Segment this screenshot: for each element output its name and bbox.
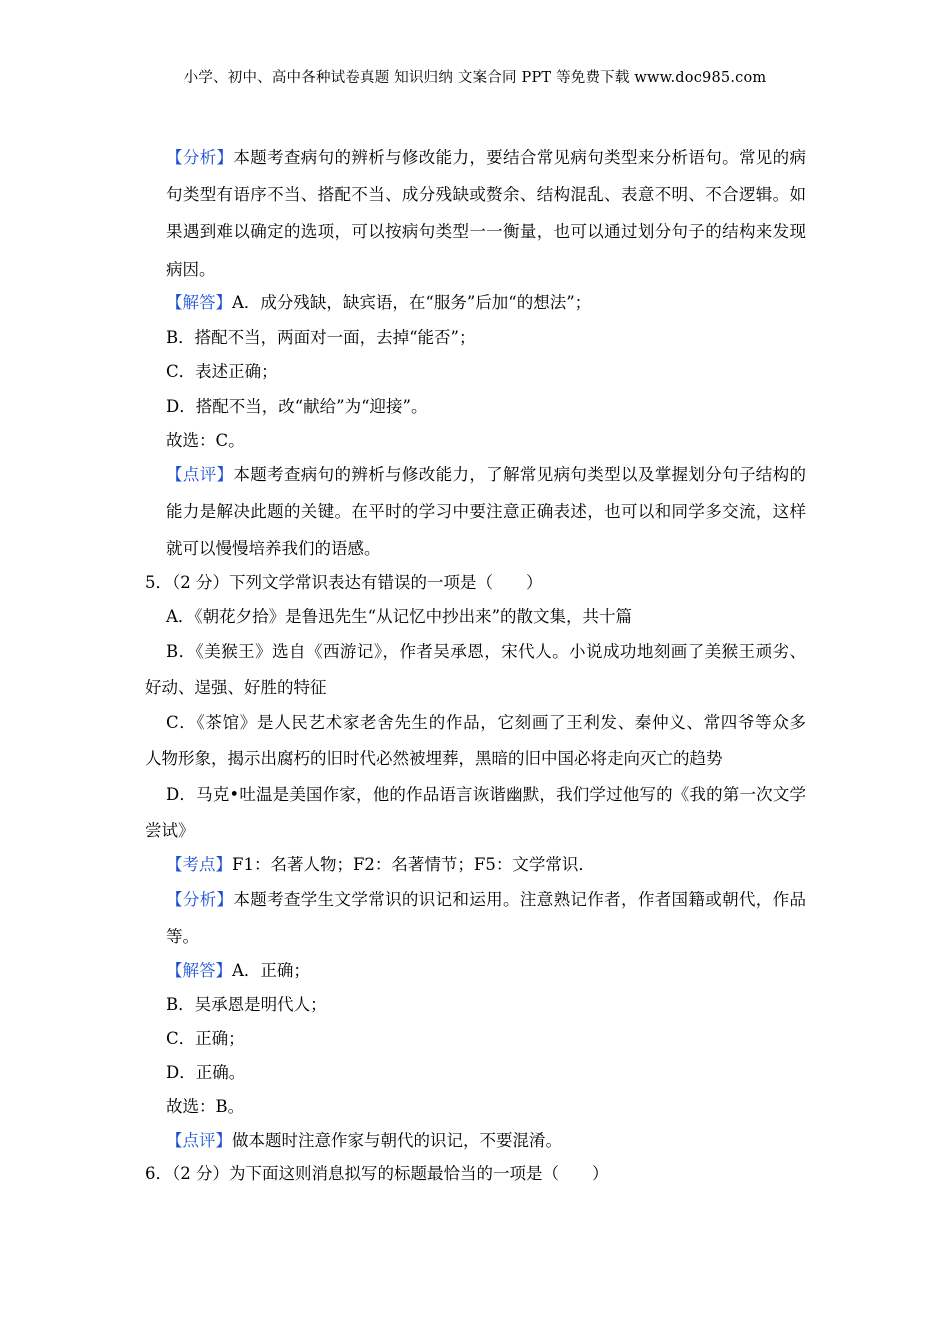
q5-option-a: A．《朝花夕拾》是鲁迅先生“从记忆中抄出来”的散文集，共十篇	[166, 607, 633, 626]
analysis-line-3: 果遇到难以确定的选项，可以按病句类型一一衡量，也可以通过划分句子的结构来发现	[166, 222, 806, 241]
q5-point: 【考点】F1：名著人物；F2：名著情节；F5：文学常识．	[166, 855, 595, 874]
answer-line-4: D．搭配不当，改“献给”为“迎接”。	[166, 397, 428, 416]
q5-answer-line-2: B．吴承恩是明代人；	[166, 995, 327, 1014]
q5-comment: 【点评】做本题时注意作家与朝代的识记，不要混淆。	[166, 1131, 562, 1150]
comment-line-2: 能力是解决此题的关键。在平时的学习中要注意正确表述，也可以和同学多交流，这样	[166, 502, 806, 521]
answer-line-5: 故选：C。	[166, 431, 245, 450]
comment-tag: 【点评】	[166, 1131, 232, 1150]
q5-analysis-line-1: 【分析】本题考查学生文学常识的识记和运用。注意熟记作者，作者国籍或朝代，作品	[166, 890, 807, 909]
q5-analysis-line-2: 等。	[166, 927, 199, 946]
analysis-tag: 【分析】	[166, 148, 234, 167]
answer-line-3: C．表述正确；	[166, 362, 278, 381]
point-tag: 【考点】	[166, 855, 232, 874]
q5-answer-line-4: D．正确。	[166, 1063, 246, 1082]
page-header: 小学、初中、高中各种试卷真题 知识归纳 文案合同 PPT 等免费下载 www.doc985.com	[183, 70, 767, 86]
analysis-tag: 【分析】	[166, 890, 234, 909]
q5-option-c-line-1: C．《茶馆》是人民艺术家老舍先生的作品，它刻画了王利发、秦仲义、常四爷等众多	[166, 713, 806, 732]
q5-option-b-line-1: B．《美猴王》选自《西游记》，作者吴承恩，宋代人。小说成功地刻画了美猴王顽劣、	[166, 642, 806, 661]
question-5-stem: 5．（2 分）下列文学常识表达有错误的一项是（ ）	[145, 573, 543, 592]
question-6-stem: 6．（2 分）为下面这则消息拟写的标题最恰当的一项是（ ）	[145, 1164, 609, 1183]
q5-answer-line-3: C．正确；	[166, 1029, 245, 1048]
analysis-line-1: 【分析】本题考查病句的辨析与修改能力，要结合常见病句类型来分析语句。常见的病	[166, 148, 807, 167]
answer-line-1: 【解答】A．成分残缺，缺宾语，在“服务”后加“的想法”；	[166, 293, 592, 312]
analysis-line-4: 病因。	[166, 260, 216, 279]
comment-line-3: 就可以慢慢培养我们的语感。	[166, 539, 381, 558]
q5-option-d-line-2: 尝试》	[145, 821, 195, 840]
q5-answer-line-5: 故选：B。	[166, 1097, 245, 1116]
answer-tag: 【解答】	[166, 293, 232, 312]
answer-line-2: B．搭配不当，两面对一面，去掉“能否”；	[166, 328, 476, 347]
q5-option-c-line-2: 人物形象，揭示出腐朽的旧时代必然被埋葬，黑暗的旧中国必将走向灭亡的趋势	[145, 749, 723, 768]
q5-option-b-line-2: 好动、逞强、好胜的特征	[145, 678, 327, 697]
q5-answer-line-1: 【解答】A．正确；	[166, 961, 310, 980]
answer-tag: 【解答】	[166, 961, 232, 980]
analysis-line-2: 句类型有语序不当、搭配不当、成分残缺或赘余、结构混乱、表意不明、不合逻辑。如	[166, 185, 806, 204]
comment-tag: 【点评】	[166, 465, 234, 484]
comment-line-1: 【点评】本题考查病句的辨析与修改能力，了解常见病句类型以及掌握划分句子结构的	[166, 465, 807, 484]
q5-option-d-line-1: D．马克•吐温是美国作家，他的作品语言诙谐幽默，我们学过他写的《我的第一次文学	[166, 785, 806, 804]
